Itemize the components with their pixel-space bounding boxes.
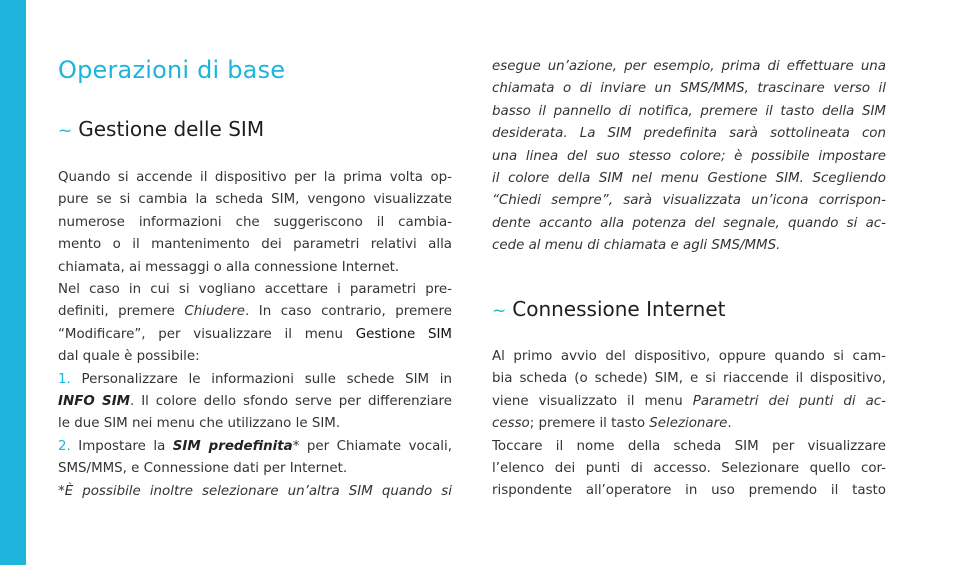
italic-term-parametri: Parametri dei punti di ac- xyxy=(692,393,886,409)
menu-term-gestione-sim: Gestione SIM xyxy=(355,326,452,342)
text-line: SMS/MMS, e Connessione dati per Internet. xyxy=(58,461,348,477)
footnote-line: chiamata o di inviare un SMS/MMS, trascinare verso il xyxy=(492,81,886,97)
text-fragment: Impostare la xyxy=(70,438,173,454)
text-fragment: . Il colore dello sfondo serve per differenziare xyxy=(130,394,452,410)
text-line xyxy=(58,301,452,323)
text-line: Toccare il nome della scheda SIM per visualizzare xyxy=(492,438,886,454)
footnote-line: il colore della SIM nel menu Gestione SIM. Scegliendo xyxy=(492,171,886,187)
list-number: 1. xyxy=(58,371,71,387)
text-line xyxy=(492,413,886,435)
text-fragment: definiti, premere xyxy=(58,304,185,320)
section-heading-sim xyxy=(58,117,264,141)
section-heading-internet-text: Connessione Internet xyxy=(512,297,726,321)
text-fragment: . xyxy=(727,416,732,432)
text-fragment: . In caso contrario, premere xyxy=(244,304,452,320)
section-heading-internet xyxy=(492,297,726,321)
text-fragment: viene visualizzato il menu xyxy=(492,393,693,409)
text-line: bia scheda (o schede) SIM, e si riaccende il dispositivo, xyxy=(492,371,886,387)
text-line: Quando si accende il dispositivo per la prima volta op- xyxy=(58,170,452,185)
text-line: Al primo avvio del dispositivo, oppure quando si cam- xyxy=(492,349,886,364)
text-line: l’elenco dei punti di accesso. Selezionare quello cor- xyxy=(492,461,886,477)
text-fragment: “Modificare”, per visualizzare il menu xyxy=(58,326,356,342)
text-line xyxy=(492,391,886,413)
tilde-marker: ~ xyxy=(492,301,507,321)
footnote-continuation xyxy=(492,56,886,258)
term-sim-predefinita: SIM predefinita xyxy=(172,438,293,454)
text-line: numerose informazioni che suggeriscono il cambia- xyxy=(58,214,452,230)
accent-side-bar xyxy=(0,0,26,565)
footnote-line: esegue un’azione, per esempio, prima di effettuare una xyxy=(492,59,886,74)
text-line: mento o il mantenimento dei parametri relativi alla xyxy=(58,237,452,253)
term-info-sim: INFO SIM xyxy=(58,394,131,410)
list-number: 2. xyxy=(58,438,71,454)
text-line: le due SIM nei menu che utilizzano le SIM. xyxy=(58,416,341,432)
text-line xyxy=(58,391,452,413)
text-line: dal quale è possibile: xyxy=(58,349,200,365)
footnote-line: desiderata. La SIM predefinita sarà sottolineata con xyxy=(492,126,886,142)
footnote-line: cede al menu di chiamata e agli SMS/MMS. xyxy=(492,238,781,254)
text-line xyxy=(58,324,452,346)
italic-term-selezionare: Selezionare xyxy=(649,416,728,432)
sim-body-text xyxy=(58,167,452,503)
list-item-2 xyxy=(58,436,452,458)
tilde-marker: ~ xyxy=(58,121,73,141)
text-fragment: * per Chiamate vocali, xyxy=(292,438,452,454)
text-line: chiamata, ai messaggi o alla connessione Internet. xyxy=(58,259,400,275)
footnote-line: “Chiedi sempre”, sarà visualizzata un’icona corrispon- xyxy=(492,193,886,209)
footnote-line: *È possibile inoltre selezionare un’altra SIM quando si xyxy=(58,483,452,499)
section-heading-sim-text: Gestione delle SIM xyxy=(78,117,265,141)
page-title: Operazioni di base xyxy=(58,56,286,84)
text-line: pure se si cambia la scheda SIM, vengono visualizzate xyxy=(58,192,452,208)
footnote-line: dente accanto alla potenza del segnale, quando si ac- xyxy=(492,215,886,231)
italic-term-chiudere: Chiudere xyxy=(184,304,245,320)
internet-body-text xyxy=(492,346,886,503)
italic-term-cesso: cesso xyxy=(492,416,530,432)
footnote-line: basso il pannello di notifica, premere il tasto della SIM xyxy=(492,103,886,119)
text-fragment: ; premere il tasto xyxy=(529,416,650,432)
text-line: rispondente all’operatore in uso premendo il tasto xyxy=(492,483,886,499)
footnote-line: una linea del suo stesso colore; è possibile impostare xyxy=(492,148,886,164)
text-line: Nel caso in cui si vogliano accettare i parametri pre- xyxy=(58,282,452,298)
list-item-1 xyxy=(58,369,452,391)
text-fragment: Personalizzare le informazioni sulle schede SIM in xyxy=(70,371,452,387)
